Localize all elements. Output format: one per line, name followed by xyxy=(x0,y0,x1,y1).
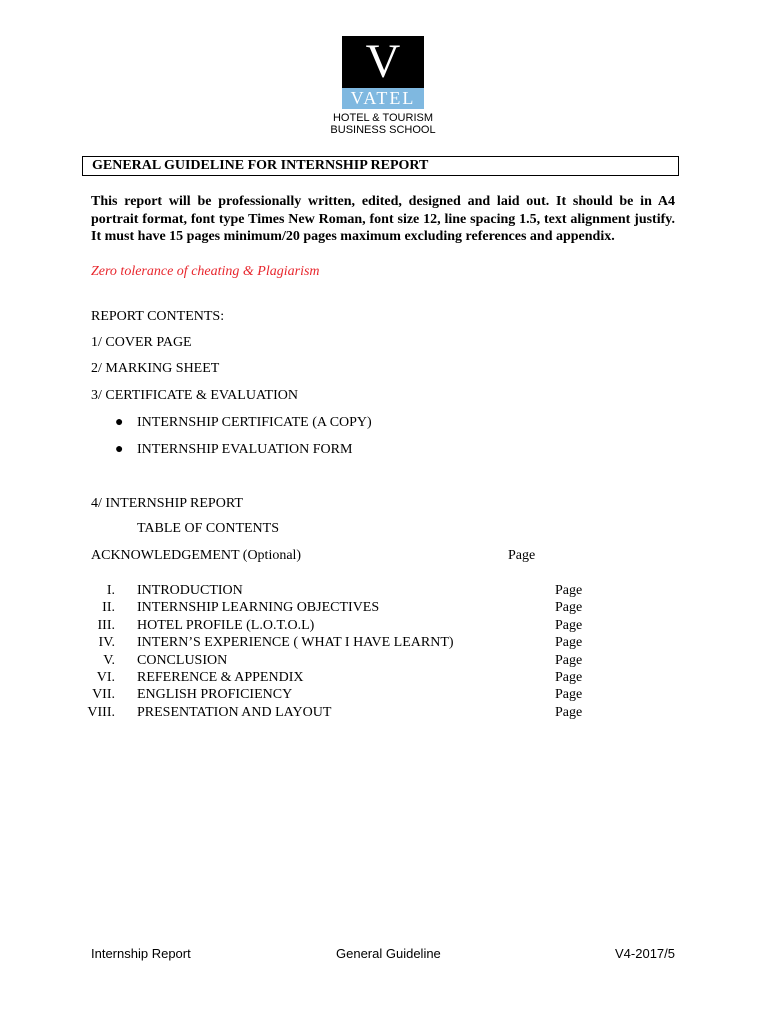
toc-row-page: Page xyxy=(555,583,583,598)
toc-row-number: I. xyxy=(106,583,115,598)
toc-row-page: Page xyxy=(555,670,583,685)
toc-row xyxy=(0,652,768,669)
toc-row-number: VI. xyxy=(96,670,115,685)
toc-row-number: III. xyxy=(97,618,115,633)
toc-row-title: ENGLISH PROFICIENCY xyxy=(137,687,293,702)
toc-row-title: INTERNSHIP LEARNING OBJECTIVES xyxy=(137,600,380,615)
toc-row-page: Page xyxy=(555,705,583,720)
toc-row xyxy=(0,634,768,651)
toc-row xyxy=(0,669,768,686)
logo-brand: VATEL xyxy=(342,88,424,109)
intro-paragraph: This report will be professionally written, edited, designed and laid out. It should be in A4 portrait format, font type Times New Roman, font size 12, line spacing 1.5, text alignment justify. It must have 15 pages minimum/20 pages maximum excluding references and appendix. xyxy=(91,194,675,244)
acknowledgement-page: Page xyxy=(508,548,536,563)
acknowledgement-label: ACKNOWLEDGEMENT (Optional) xyxy=(91,548,302,563)
bullet-item-evaluation: INTERNSHIP EVALUATION FORM xyxy=(137,442,353,457)
toc-row-page: Page xyxy=(555,600,583,615)
logo-subtitle-line1: HOTEL & TOURISM xyxy=(332,112,434,124)
document-title: GENERAL GUIDELINE FOR INTERNSHIP REPORT xyxy=(82,156,679,176)
toc-row-number: II. xyxy=(102,600,115,615)
toc-row xyxy=(0,704,768,721)
bullet-icon: ● xyxy=(115,415,124,430)
toc-row xyxy=(0,599,768,616)
toc-row xyxy=(0,686,768,703)
contents-item-certificate: 3/ CERTIFICATE & EVALUATION xyxy=(91,388,298,403)
toc-row-number: IV. xyxy=(98,635,115,650)
logo-letter: V xyxy=(342,36,424,88)
report-contents-heading: REPORT CONTENTS: xyxy=(91,309,225,324)
toc-row-title: REFERENCE & APPENDIX xyxy=(137,670,304,685)
vatel-logo xyxy=(342,36,424,109)
toc-row-title: INTERN’S EXPERIENCE ( WHAT I HAVE LEARNT) xyxy=(137,635,454,650)
logo-subtitle xyxy=(320,112,446,136)
contents-item-internship-report: 4/ INTERNSHIP REPORT xyxy=(91,496,243,511)
toc-row-page: Page xyxy=(555,687,583,702)
toc-heading: TABLE OF CONTENTS xyxy=(137,521,279,536)
toc-row-page: Page xyxy=(555,653,583,668)
bullet-item-certificate: INTERNSHIP CERTIFICATE (A COPY) xyxy=(137,415,372,430)
contents-item-cover-page: 1/ COVER PAGE xyxy=(91,335,192,350)
footer-left: Internship Report xyxy=(91,946,191,961)
footer-right: V4-2017/5 xyxy=(615,946,675,961)
bullet-icon: ● xyxy=(115,442,124,457)
toc-row xyxy=(0,582,768,599)
toc-row-title: INTRODUCTION xyxy=(137,583,243,598)
footer-center: General Guideline xyxy=(336,946,441,961)
toc-row-title: HOTEL PROFILE (L.O.T.O.L) xyxy=(137,618,315,633)
toc-row-number: V. xyxy=(103,653,115,668)
toc-row-title: CONCLUSION xyxy=(137,653,228,668)
toc-row-page: Page xyxy=(555,618,583,633)
contents-item-marking-sheet: 2/ MARKING SHEET xyxy=(91,361,220,376)
plagiarism-warning: Zero tolerance of cheating & Plagiarism xyxy=(91,264,320,279)
toc-row-number: VII. xyxy=(92,687,115,702)
logo-subtitle-line2: BUSINESS SCHOOL xyxy=(330,124,436,136)
toc-row xyxy=(0,617,768,634)
toc-row-number: VIII. xyxy=(87,705,115,720)
toc-row-page: Page xyxy=(555,635,583,650)
toc-row-title: PRESENTATION AND LAYOUT xyxy=(137,705,332,720)
